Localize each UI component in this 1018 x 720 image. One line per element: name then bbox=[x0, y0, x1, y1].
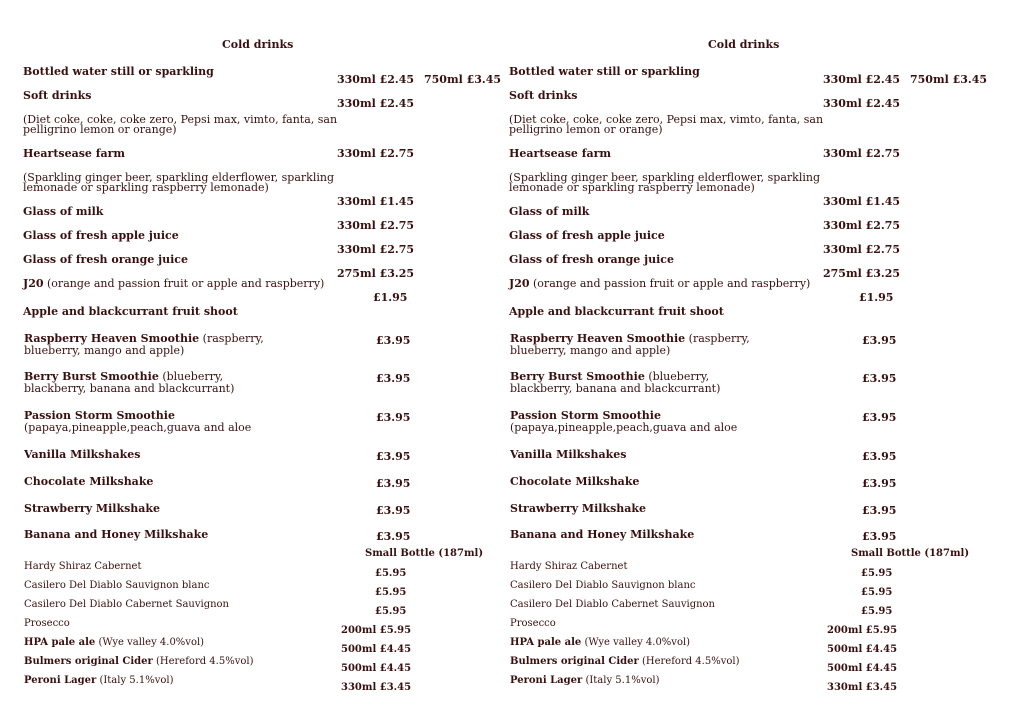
item-price: £3.95 bbox=[862, 334, 897, 347]
item-price: 330ml £2.75 bbox=[823, 219, 901, 232]
item-description: (orange and passion fruit or apple and raspberry) bbox=[533, 277, 811, 290]
item-description: (papaya,pineapple,peach,guava and aloe bbox=[510, 421, 738, 434]
wine-price: £5.95 bbox=[375, 606, 407, 617]
item-name: Heartsease farm bbox=[509, 147, 612, 160]
beer-name: Bulmers original Cider bbox=[510, 656, 639, 667]
beer-description: (Wye valley 4.0%vol) bbox=[98, 637, 205, 648]
item-name: Glass of fresh apple juice bbox=[509, 229, 665, 242]
item-description: pelligrino lemon or orange) bbox=[509, 123, 663, 136]
item-price: £3.95 bbox=[862, 372, 897, 385]
beer-line bbox=[24, 637, 204, 649]
item-name: Raspberry Heaven Smoothie bbox=[510, 332, 686, 345]
beer-name: Prosecco bbox=[510, 618, 556, 629]
beer-description: (Italy 5.1%vol) bbox=[585, 675, 660, 686]
item-price: £3.95 bbox=[376, 530, 411, 543]
item-price: 330ml £2.45 bbox=[823, 97, 901, 110]
item-price: £3.95 bbox=[862, 530, 897, 543]
item-price: 330ml £1.45 bbox=[823, 195, 901, 208]
item-price: £3.95 bbox=[376, 504, 411, 517]
item-name: Glass of milk bbox=[23, 205, 104, 218]
menu-title: Cold drinks bbox=[708, 38, 780, 51]
wine-price: £5.95 bbox=[861, 568, 893, 579]
beer-price-line bbox=[341, 625, 411, 637]
item-description: (Diet coke, coke, coke zero, Pepsi max, vimto, fanta, san bbox=[23, 113, 338, 126]
item-price: 330ml £2.75 bbox=[337, 243, 415, 256]
small-bottle-header: Small Bottle (187ml) bbox=[365, 548, 484, 559]
item-description: (raspberry, bbox=[202, 332, 264, 345]
beer-price-line bbox=[341, 663, 411, 675]
item-description: blackberry, banana and blackcurrant) bbox=[510, 382, 721, 395]
item-name: Strawberry Milkshake bbox=[510, 502, 647, 515]
item-price: £3.95 bbox=[376, 334, 411, 347]
item-price: 330ml £2.75 bbox=[337, 147, 415, 160]
beer-description: (Hereford 4.5%vol) bbox=[155, 656, 254, 667]
beer-price: £3.45 bbox=[379, 682, 412, 693]
item-price: £1.95 bbox=[373, 291, 408, 304]
item-name: Soft drinks bbox=[23, 89, 92, 102]
beer-line bbox=[510, 637, 690, 649]
item-name: Apple and blackcurrant fruit shoot bbox=[509, 305, 724, 318]
beer-price: £4.45 bbox=[379, 644, 412, 655]
item-price-large: 750ml £3.45 bbox=[424, 73, 502, 86]
item-description: lemonade or sparkling raspberry lemonade) bbox=[509, 181, 755, 194]
beer-size: 330ml bbox=[827, 682, 863, 693]
item-name: Bottled water still or sparkling bbox=[509, 65, 700, 78]
item-description: pelligrino lemon or orange) bbox=[23, 123, 177, 136]
beer-size: 500ml bbox=[827, 663, 863, 674]
item-name: Banana and Honey Milkshake bbox=[510, 528, 695, 541]
beer-price-line bbox=[341, 644, 411, 656]
wine-name: Casilero Del Diablo Sauvignon blanc bbox=[24, 580, 210, 591]
beer-price: £3.45 bbox=[865, 682, 898, 693]
beer-price: £4.45 bbox=[865, 644, 898, 655]
item-price: £3.95 bbox=[376, 372, 411, 385]
item-description: blueberry, mango and apple) bbox=[24, 344, 185, 357]
beer-size: 500ml bbox=[341, 644, 377, 655]
item-name: Berry Burst Smoothie bbox=[510, 370, 645, 383]
item-price: £3.95 bbox=[862, 477, 897, 490]
beer-price-line bbox=[827, 644, 897, 656]
wine-name: Casilero Del Diablo Sauvignon blanc bbox=[510, 580, 696, 591]
beer-size: 500ml bbox=[341, 663, 377, 674]
beer-name: Peroni Lager bbox=[24, 675, 97, 686]
beer-description: (Hereford 4.5%vol) bbox=[641, 656, 740, 667]
item-price: £3.95 bbox=[862, 411, 897, 424]
wine-name: Hardy Shiraz Cabernet bbox=[510, 561, 628, 572]
item-description: blackberry, banana and blackcurrant) bbox=[24, 382, 235, 395]
beer-line bbox=[24, 675, 173, 687]
beer-line bbox=[510, 656, 739, 668]
beer-name: HPA pale ale bbox=[510, 637, 582, 648]
item-name: Glass of fresh apple juice bbox=[23, 229, 179, 242]
beer-size: 200ml bbox=[827, 625, 863, 636]
item-name: Vanilla Milkshakes bbox=[510, 448, 627, 461]
beer-name: Prosecco bbox=[24, 618, 70, 629]
menu-title: Cold drinks bbox=[222, 38, 294, 51]
item-name: Soft drinks bbox=[509, 89, 578, 102]
item-name: Passion Storm Smoothie bbox=[24, 409, 175, 422]
item-price: 330ml £1.45 bbox=[337, 195, 415, 208]
item-name: J20 bbox=[23, 277, 44, 290]
item-price: 330ml £2.45 bbox=[823, 73, 901, 86]
item-price-large: 750ml £3.45 bbox=[910, 73, 988, 86]
beer-description: (Wye valley 4.0%vol) bbox=[584, 637, 691, 648]
item-price: £3.95 bbox=[862, 450, 897, 463]
item-description: lemonade or sparkling raspberry lemonade) bbox=[23, 181, 269, 194]
item-name: Bottled water still or sparkling bbox=[23, 65, 214, 78]
item-price: 330ml £2.45 bbox=[337, 97, 415, 110]
beer-price: £4.45 bbox=[865, 663, 898, 674]
item-name: Strawberry Milkshake bbox=[24, 502, 161, 515]
beer-name: HPA pale ale bbox=[24, 637, 96, 648]
beer-name: Peroni Lager bbox=[510, 675, 583, 686]
item-price: £1.95 bbox=[859, 291, 894, 304]
beer-price-line bbox=[827, 663, 897, 675]
item-description: (Sparkling ginger beer, sparkling elderflower, sparkling bbox=[23, 171, 334, 184]
item-name: Raspberry Heaven Smoothie bbox=[24, 332, 200, 345]
item-name: Heartsease farm bbox=[23, 147, 126, 160]
beer-size: 200ml bbox=[341, 625, 377, 636]
wine-name: Casilero Del Diablo Cabernet Sauvignon bbox=[510, 599, 715, 610]
item-name: Passion Storm Smoothie bbox=[510, 409, 661, 422]
wine-price: £5.95 bbox=[375, 568, 407, 579]
item-price: £3.95 bbox=[862, 504, 897, 517]
item-name: Chocolate Milkshake bbox=[510, 475, 640, 488]
item-name: Apple and blackcurrant fruit shoot bbox=[23, 305, 238, 318]
item-price: £3.95 bbox=[376, 477, 411, 490]
item-description: (papaya,pineapple,peach,guava and aloe bbox=[24, 421, 252, 434]
beer-line bbox=[24, 656, 253, 668]
beer-price-line bbox=[341, 682, 411, 694]
item-description: blueberry, mango and apple) bbox=[510, 344, 671, 357]
item-name: Glass of fresh orange juice bbox=[23, 253, 188, 266]
item-price: 330ml £2.45 bbox=[337, 73, 415, 86]
item-name: Banana and Honey Milkshake bbox=[24, 528, 209, 541]
item-price: £3.95 bbox=[376, 450, 411, 463]
beer-size: 500ml bbox=[827, 644, 863, 655]
item-price: 330ml £2.75 bbox=[337, 219, 415, 232]
beer-name: Bulmers original Cider bbox=[24, 656, 153, 667]
item-price: £3.95 bbox=[376, 411, 411, 424]
item-description: (blueberry, bbox=[162, 370, 224, 383]
item-description: (blueberry, bbox=[648, 370, 710, 383]
wine-name: Casilero Del Diablo Cabernet Sauvignon bbox=[24, 599, 229, 610]
beer-description: (Italy 5.1%vol) bbox=[99, 675, 174, 686]
item-description: (orange and passion fruit or apple and raspberry) bbox=[47, 277, 325, 290]
item-description: (Diet coke, coke, coke zero, Pepsi max, vimto, fanta, san bbox=[509, 113, 824, 126]
item-line bbox=[509, 278, 810, 290]
item-description: (raspberry, bbox=[688, 332, 750, 345]
item-price: 330ml £2.75 bbox=[823, 243, 901, 256]
beer-price-line bbox=[827, 682, 897, 694]
wine-name: Hardy Shiraz Cabernet bbox=[24, 561, 142, 572]
beer-price: £4.45 bbox=[379, 663, 412, 674]
menu-column-right bbox=[486, 0, 986, 720]
wine-price: £5.95 bbox=[861, 606, 893, 617]
beer-price-line bbox=[827, 625, 897, 637]
item-line bbox=[23, 278, 324, 290]
beer-price: £5.95 bbox=[379, 625, 412, 636]
item-description: (Sparkling ginger beer, sparkling elderflower, sparkling bbox=[509, 171, 820, 184]
item-price: 330ml £2.75 bbox=[823, 147, 901, 160]
item-price: 275ml £3.25 bbox=[823, 267, 901, 280]
item-name: Glass of milk bbox=[509, 205, 590, 218]
item-name: Chocolate Milkshake bbox=[24, 475, 154, 488]
menu-column-left bbox=[0, 0, 500, 720]
item-price: 275ml £3.25 bbox=[337, 267, 415, 280]
beer-price: £5.95 bbox=[865, 625, 898, 636]
beer-size: 330ml bbox=[341, 682, 377, 693]
item-name: Glass of fresh orange juice bbox=[509, 253, 674, 266]
beer-line bbox=[510, 675, 659, 687]
item-name: Vanilla Milkshakes bbox=[24, 448, 141, 461]
item-name: J20 bbox=[509, 277, 530, 290]
wine-price: £5.95 bbox=[375, 587, 407, 598]
wine-price: £5.95 bbox=[861, 587, 893, 598]
small-bottle-header: Small Bottle (187ml) bbox=[851, 548, 970, 559]
item-name: Berry Burst Smoothie bbox=[24, 370, 159, 383]
